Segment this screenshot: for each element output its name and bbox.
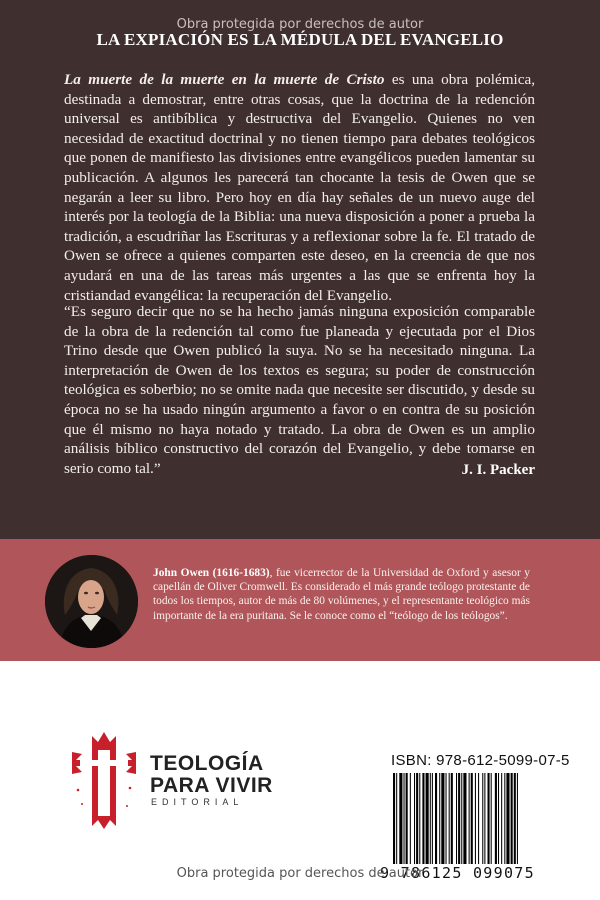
author-bio: [153, 566, 530, 623]
page-title: LA EXPIACIÓN ES LA MÉDULA DEL EVANGELIO: [96, 30, 504, 49]
synopsis-text: es una obra polémica, destinada a demostrar, entre otras cosas, que la doctrina de la redención universal es antibíblica y destructiva del Evangelio. Quienes no ven necesidad de exactitud doctrinal y no tienen tiempo para debates teológicos que ponen de manifiesto las divisiones entre evangélicos pueden lamentar su publicación. A algunos les parecerá tan chocante la tesis de Owen que se negarán a leer su libro. Pero hoy en día hay señales de un nuevo auge del interés por la teología de la Biblia: una nueva disposición a poner a prueba la tradición, a escudriñar las Escrituras y a reflexionar sobre la fe. El tratado de Owen se ofrece a quienes comparten este deseo, en la creencia de que nos ayudará en una de las tareas más urgentes a las que se enfrenta hoy la cristiandad evangélica: la recuperación del Evangelio.: [64, 71, 536, 304]
isbn-label: ISBN: 978-612-5099-07-5: [391, 752, 570, 769]
publisher-subtitle: EDITORIAL: [151, 797, 244, 807]
copyright-watermark-top: Obra protegida por derechos de autor: [176, 17, 424, 32]
copyright-watermark-bottom: Obra protegida por derechos de autor: [176, 866, 424, 881]
portrait-image: [45, 555, 138, 648]
book-title-lead: La muerte de la muerte en la muerte de Cristo: [64, 71, 385, 88]
synopsis-paragraph: [64, 70, 535, 305]
publisher-cross-logo-icon: [70, 730, 138, 830]
barcode-digits: 9 786125 099075: [380, 864, 535, 882]
author-bio-text: , fue vicerrector de la Universidad de Oxford y asesor y capellán de Oliver Cromwell. Es considerado el más grande teólogo protestante de todos los tiempos, autor de más de 80 volúmenes, y el representante teológico más importante de la era puritana. Se le conoce como el “teólogo de los teólogos”.: [153, 567, 530, 622]
quote-author: J. I. Packer: [461, 462, 535, 478]
publisher-name-line2: PARA VIVIR: [150, 774, 273, 797]
endorsement-quote: “Es seguro decir que no se ha hecho jamás ninguna exposición comparable de la obra de la redención tal como fue planeada y ejecutada por el Dios Trino desde que Owen publicó la suya. No se ha necesitado ninguna. La interpretación de Owen de los textos es segura; su poder de construcción teológica es soberbio; no se omite nada que necesite ser discutido, y desde su época no se ha usado ningún argumento a favor o en contra de su posición que él mismo no haya notado y tratado. La obra de Owen es un amplio análisis bíblico constructivo del corazón del Evangelio, y debe tomarse en serio como tal.”: [64, 303, 535, 477]
author-portrait: [45, 555, 138, 648]
barcode-icon: [391, 773, 551, 864]
publisher-name-line1: TEOLOGÍA: [150, 752, 264, 775]
author-name: John Owen (1616-1683): [153, 567, 270, 579]
